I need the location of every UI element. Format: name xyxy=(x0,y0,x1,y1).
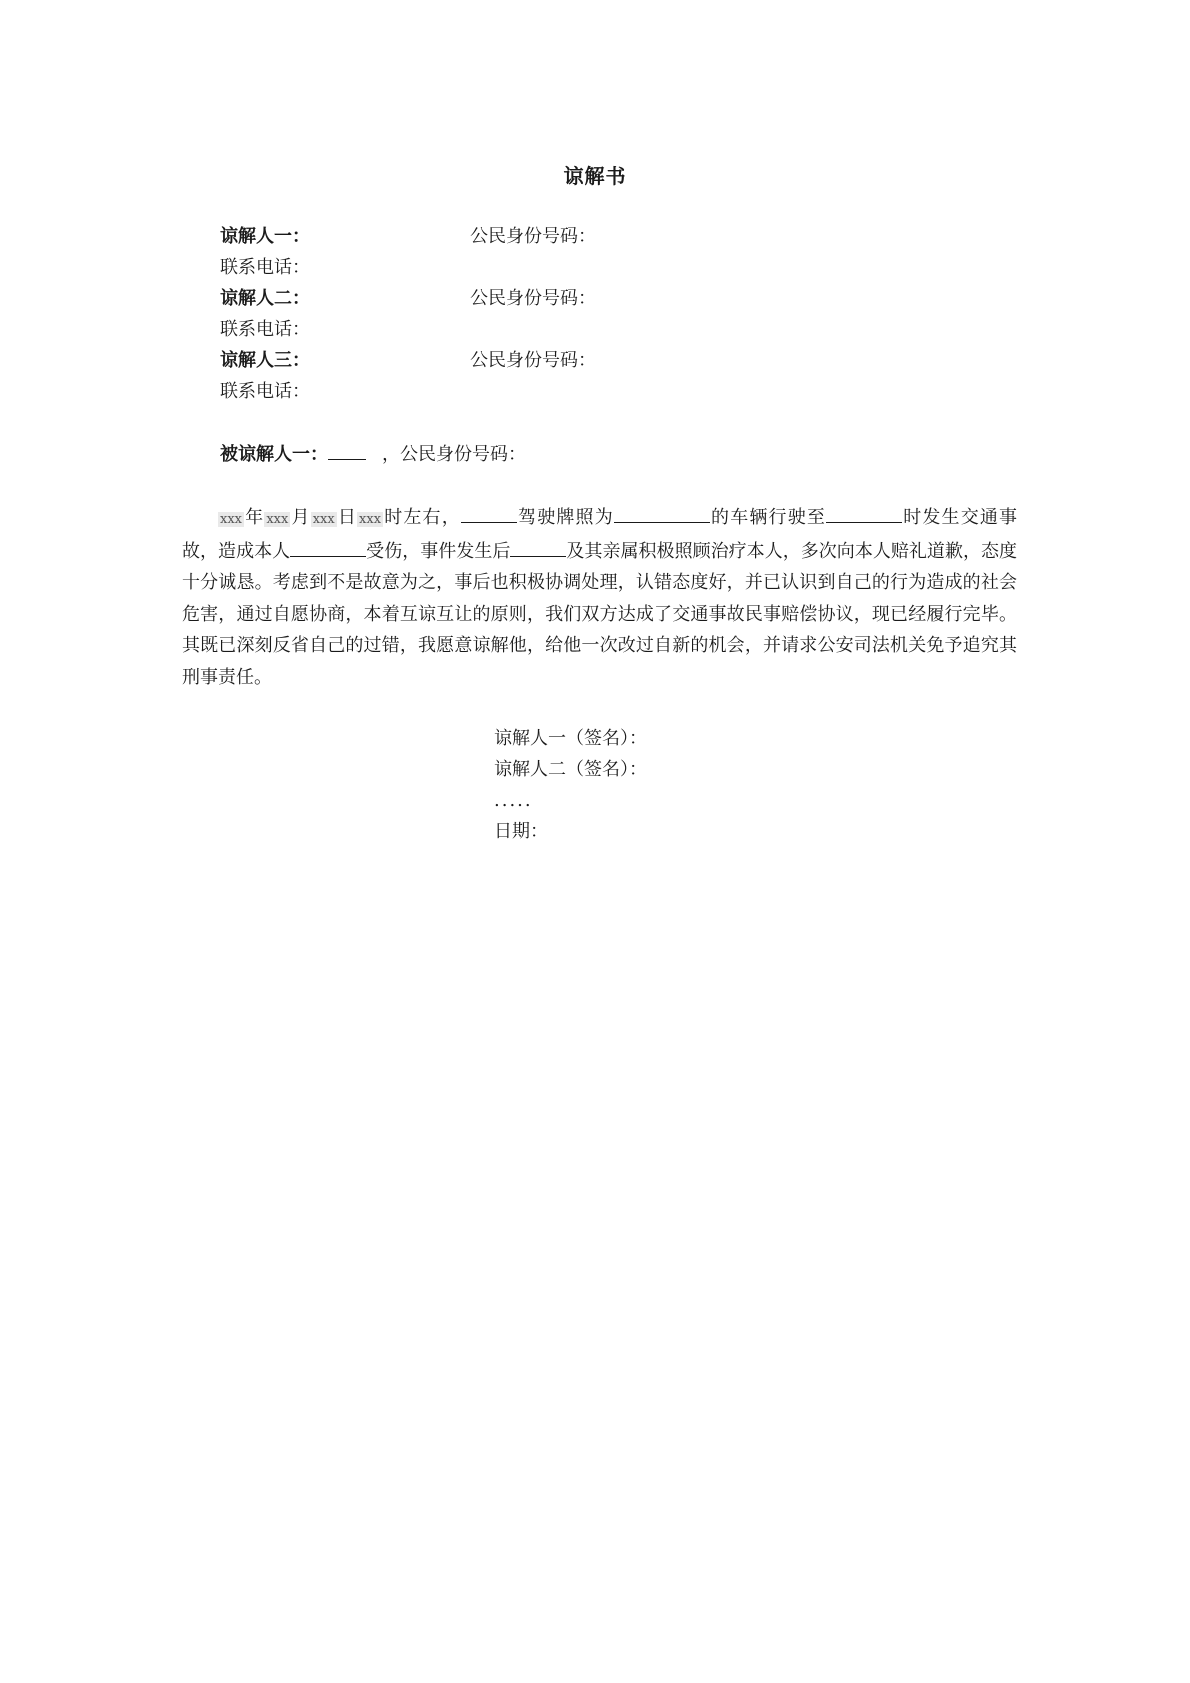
party-blank xyxy=(510,538,566,557)
injury-blank xyxy=(290,538,366,557)
body-text-1: 时左右， xyxy=(383,507,461,528)
hour-placeholder: xxx xyxy=(359,512,382,527)
body-text-5: 受伤，事件发生后 xyxy=(366,540,511,562)
signature-1-label: 谅解人一（签名）： xyxy=(494,728,647,749)
forgiver-2-phone-label: 联系电话： xyxy=(220,319,310,340)
body-text-month: 月 xyxy=(290,507,311,528)
forgiver-1-phone-label: 联系电话： xyxy=(220,257,310,278)
body-text-6: 及其亲属积极照顾治疗本人，多次向本人赔礼道歉，态度十分诚恳。考虑到不是故意为之，事后也积极协调处理，认错态度好，并已认识到自己的行为造成的社会危害，通过自愿协商，本着互谅互让的原则，我们双方达成了交通事故民事赔偿协议，现已经履行完毕。其既已深刻反省自己的过错，我愿意谅解他，给他一次改过自新的机会，并请求公安司法机关免予追究其刑事责任。 xyxy=(182,540,1018,688)
forgiven-id-label: 公民身份号码： xyxy=(400,444,526,465)
body-text-day: 日 xyxy=(336,507,358,528)
forgiver-2-id-label: 公民身份号码： xyxy=(470,288,596,309)
forgiver-3-label: 谅解人三： xyxy=(220,350,310,371)
plate-blank xyxy=(614,504,710,523)
location-blank xyxy=(826,504,902,523)
forgiver-3-phone-label: 联系电话： xyxy=(220,381,310,402)
forgiven-line xyxy=(220,440,526,470)
month-placeholder: xxx xyxy=(266,512,289,527)
body-text-year: 年 xyxy=(244,507,265,528)
body-paragraph xyxy=(182,502,1017,693)
forgiver-1-id-label: 公民身份号码： xyxy=(470,226,596,247)
forgiven-name-blank xyxy=(328,441,366,460)
forgiven-separator: ， xyxy=(382,444,400,465)
date-label: 日期： xyxy=(494,821,548,842)
signature-ellipsis: ..... xyxy=(494,790,533,811)
signature-2-label: 谅解人二（签名）： xyxy=(494,759,647,780)
year-placeholder: xxx xyxy=(220,512,242,527)
day-placeholder: xxx xyxy=(312,512,335,527)
forgiver-2-label: 谅解人二： xyxy=(220,288,310,309)
forgiven-label: 被谅解人一： xyxy=(220,444,328,465)
driver-blank xyxy=(461,504,517,523)
body-text-3: 的车辆行驶至 xyxy=(709,507,827,528)
forgiver-3-id-label: 公民身份号码： xyxy=(470,350,596,371)
body-text-4: 时发生交通事故，造成本人 xyxy=(182,507,1018,562)
document-title: 谅解书 xyxy=(563,164,627,188)
forgiver-1-label: 谅解人一： xyxy=(220,226,310,247)
body-text-2: 驾驶牌照为 xyxy=(516,507,614,528)
